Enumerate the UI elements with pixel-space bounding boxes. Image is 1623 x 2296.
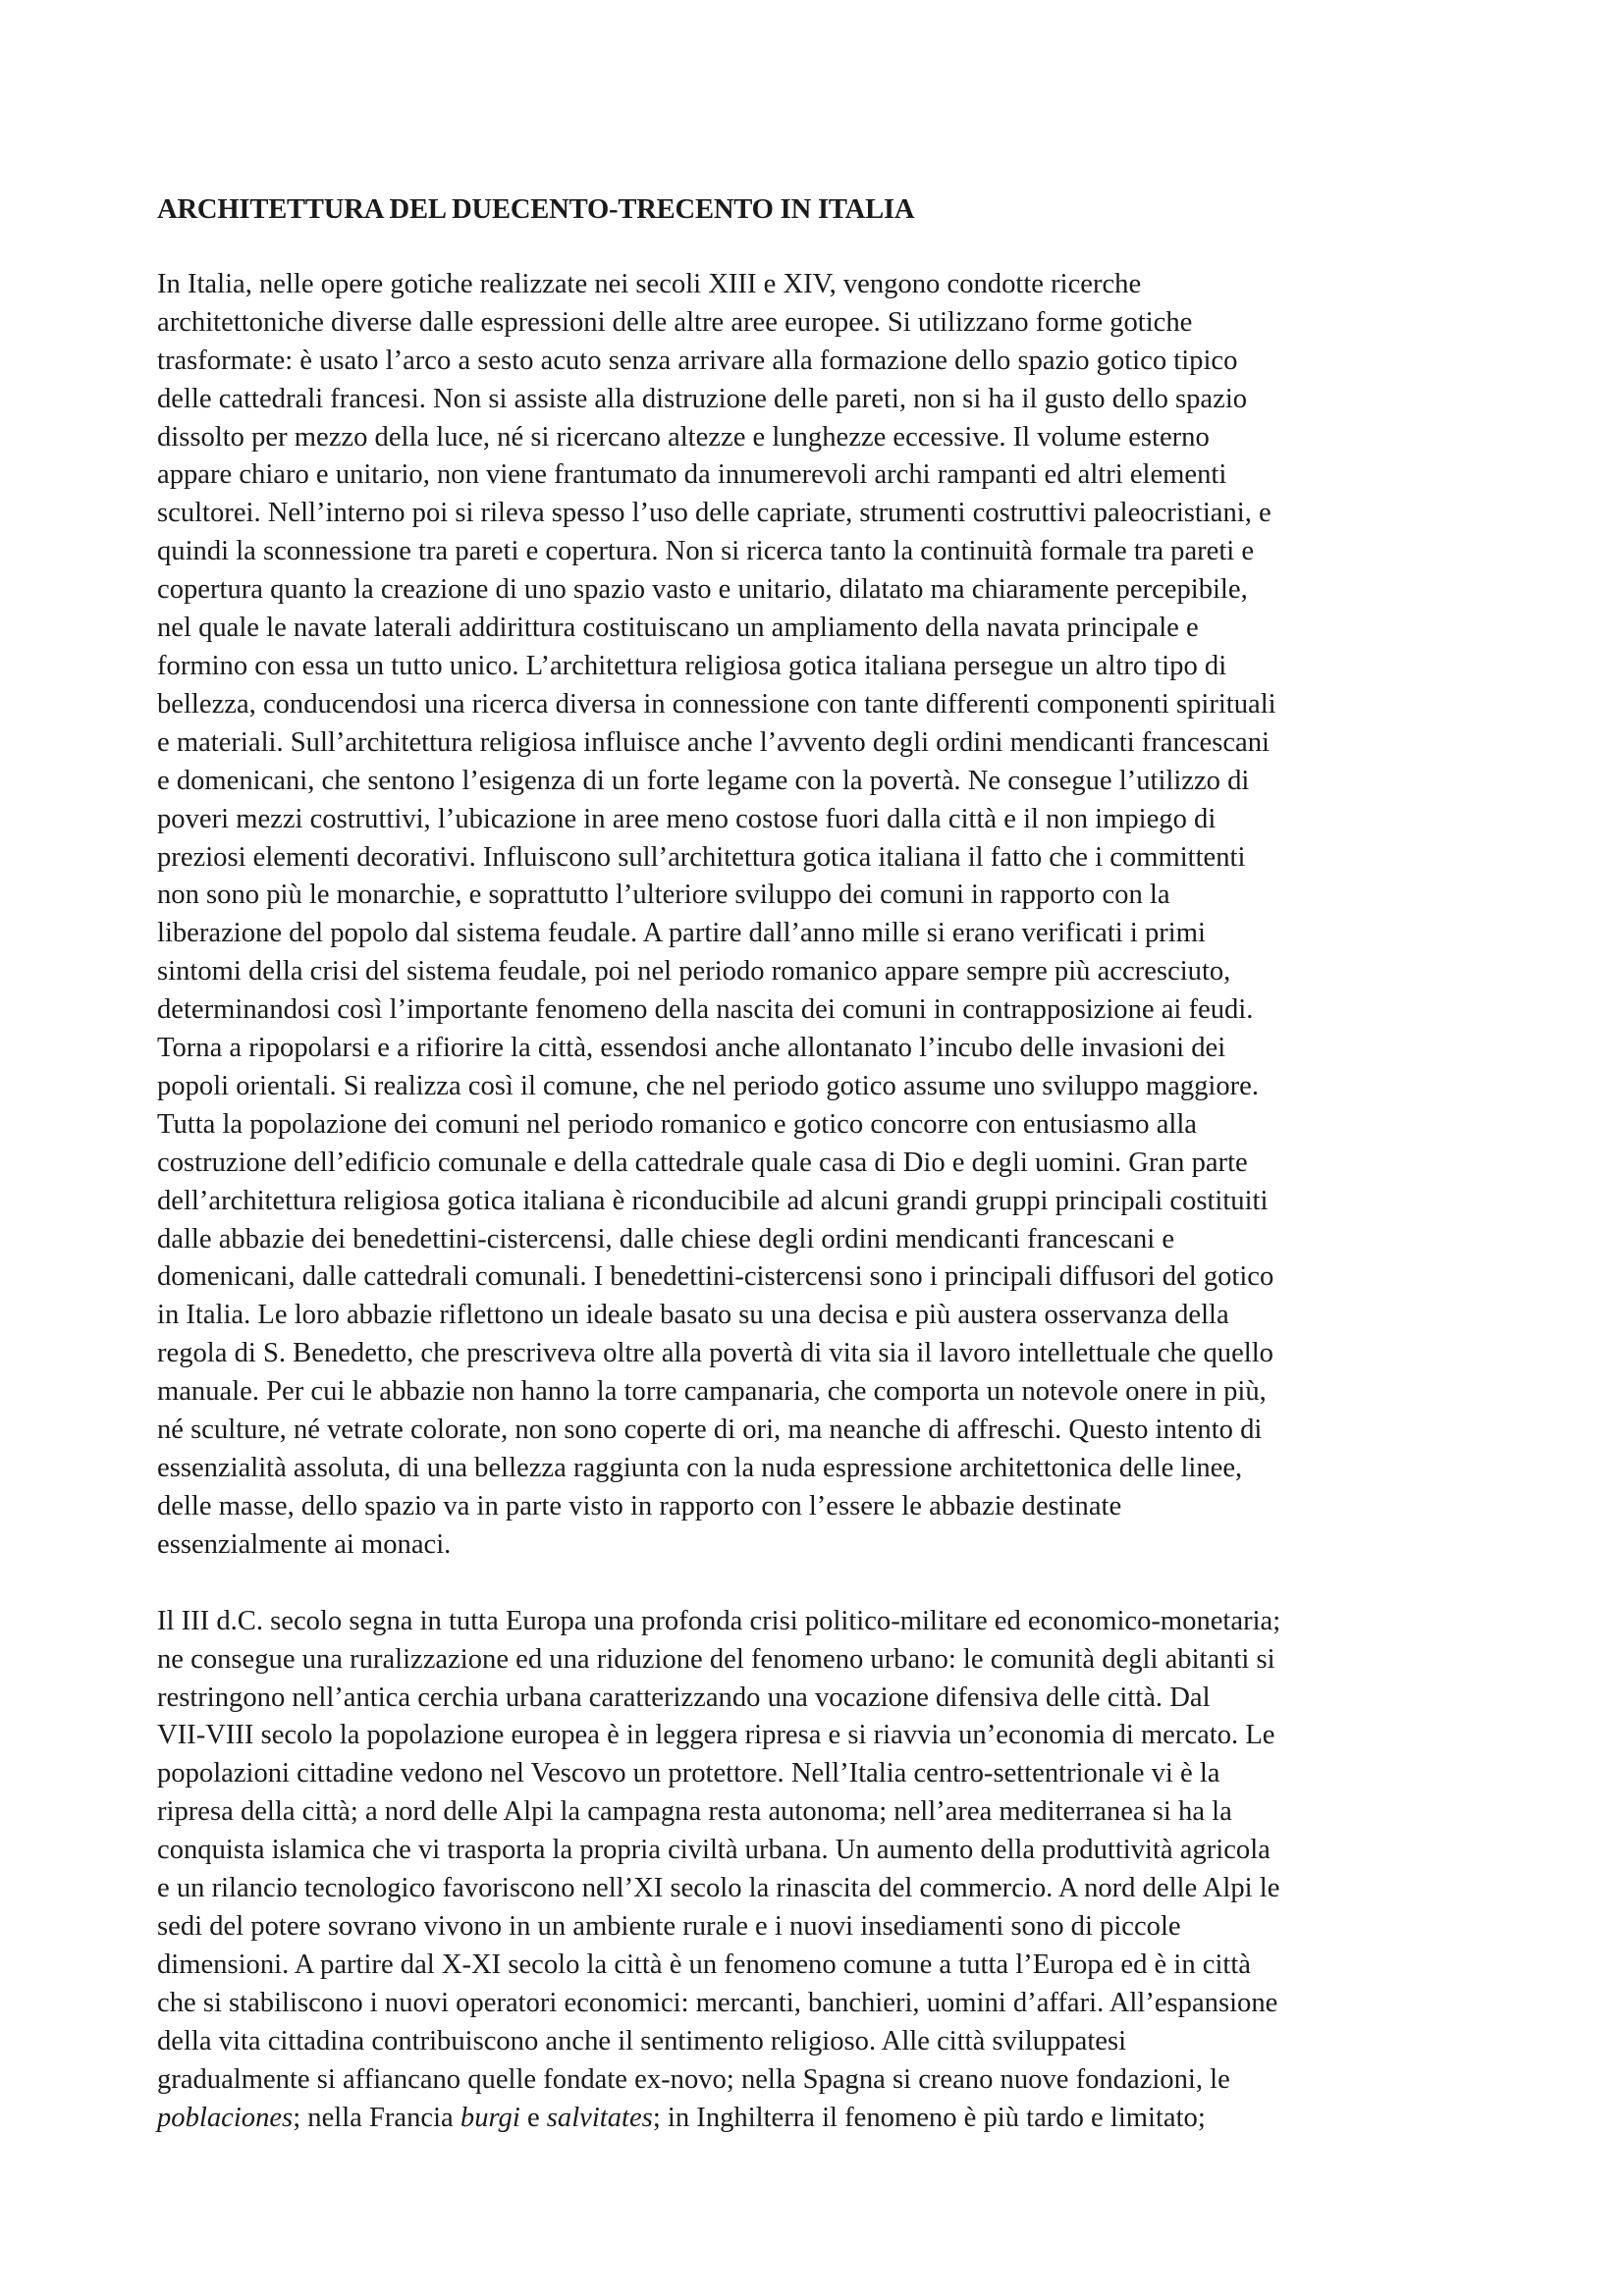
document-title: ARCHITETTURA DEL DUECENTO-TRECENTO IN ITALIA bbox=[157, 194, 915, 225]
paragraph-cities-text: Il III d.C. secolo segna in tutta Europa una profonda crisi politico-militare ed economico-monetaria; ne consegue una ruralizzazione ed una riduzione del fenomeno urbano: le comunità degli abitanti si restringono nell’antica cerchia urbana caratterizzando una vocazione difensiva delle città. Dal VII-VIII secolo la popolazione europea è in leggera ripresa e si riavvia un’economia di mercato. Le popolazioni cittadine vedono nel Vescovo un protettore. Nell’Italia centro-settentrionale vi è la ripresa della città; a nord delle Alpi la campagna resta autonoma; nell’area mediterranea si ha la conquista islamica che vi trasporta la propria civiltà urbana. Un aumento della produttività agricola e un rilancio tecnologico favoriscono nell’XI secolo la rinascita del commercio. A nord delle Alpi le sedi del potere sovrano vivono in un ambiente rurale e i nuovi insediamenti sono di piccole dimensioni. A partire dal X-XI secolo la città è un fenomeno comune a tutta l’Europa ed è in città che si stabiliscono i nuovi operatori economici: mercanti, banchieri, uomini d’affari. All’espansione della vita cittadina contribuiscono anche il sentimento religioso. Alle città sviluppatesi gradualmente si affiancano quelle fondate ex-novo; nella Spagna si creano nuove fondazioni, le bbox=[157, 1605, 1281, 2095]
term-burgi: burgi bbox=[460, 2102, 520, 2133]
paragraph-architecture: In Italia, nelle opere gotiche realizzate nei secoli XIII e XIV, vengono condotte ricerche architettoniche diverse dalle espressioni delle altre aree europee. Si utilizzano forme gotiche trasformate: è usato l’arco a sesto acuto senza arrivare alla formazione dello spazio gotico tipico delle cattedrali francesi. Non si assiste alla distruzione delle pareti, non si ha il gusto dello spazio dissolto per mezzo della luce, né si ricercano altezze e lunghezze eccessive. Il volume esterno appare chiaro e unitario, non viene frantumato da innumerevoli archi rampanti ed altri elementi scultorei. Nell’interno poi si rileva spesso l’uso delle capriate, strumenti costruttivi paleocristiani, e quindi la sconnessione tra pareti e copertura. Non si ricerca tanto la continuità formale tra pareti e copertura quanto la creazione di uno spazio vasto e unitario, dilatato ma chiaramente percepibile, nel quale le navate laterali addirittura costituiscano un ampliamento della navata principale e formino con essa un tutto unico. L’architettura religiosa gotica italiana persegue un altro tipo di bellezza, conducendosi una ricerca diversa in connessione con tante differenti componenti spirituali e materiali. Sull’architettura religiosa influisce anche l’avvento degli ordini mendicanti francescani e domenicani, che sentono l’esigenza di un forte legame con la povertà. Ne consegue l’utilizzo di poveri mezzi costruttivi, l’ubicazione in aree meno costose fuori dalla città e il non impiego di preziosi elementi decorativi. Influiscono sull’architettura gotica italiana il fatto che i committenti non sono più le monarchie, e soprattutto l’ulteriore sviluppo dei comuni in rapporto con la liberazione del popolo dal sistema feudale. A partire dall’anno mille si erano verificati i primi sintomi della crisi del sistema feudale, poi nel periodo romanico appare sempre più accresciuto, determinandosi così l’importante fenomeno della nascita dei comuni in contrapposizione ai feudi. Torna a ripopolarsi e a rifiorire la città, essendosi anche allontanato l’incubo delle invasioni dei popoli orientali. Si realizza così il comune, che nel periodo gotico assume uno sviluppo maggiore. Tutta la popolazione dei comuni nel periodo romanico e gotico concorre con entusiasmo alla costruzione dell’edificio comunale e della cattedrale quale casa di Dio e degli uomini. Gran parte dell’architettura religiosa gotica italiana è riconducibile ad alcuni grandi gruppi principali costituiti dalle abbazie dei benedettini-cistercensi, dalle chiese degli ordini mendicanti francescani e domenicani, dalle cattedrali comunali. I benedettini-cistercensi sono i principali diffusori del gotico in Italia. Le loro abbazie riflettono un ideale basato su una decisa e più austera osservanza della regola di S. Benedetto, che prescriveva oltre alla povertà di vita sia il lavoro intellettuale che quello manuale. Per cui le abbazie non hanno la torre campanaria, che comporta un notevole onere in più, né sculture, né vetrate colorate, non sono coperte di ori, ma neanche di affreschi. Questo intento di essenzialità assoluta, di una bellezza raggiunta con la nuda espressione architettonica delle linee, delle masse, dello spazio va in parte visto in rapporto con l’essere le abbazie destinate essenzialmente ai monaci. bbox=[157, 268, 1276, 1560]
paragraph-cities-text-b: e bbox=[519, 2102, 547, 2133]
paragraph-cities-text-a: ; nella Francia bbox=[293, 2102, 460, 2133]
paragraph-cities bbox=[157, 1603, 1478, 2138]
term-salvitates: salvitates bbox=[546, 2102, 653, 2133]
paragraph-cities-text-c: ; in Inghilterra il fenomeno è più tardo e limitato; bbox=[652, 2102, 1206, 2133]
document-body bbox=[157, 191, 1478, 2137]
term-poblaciones: poblaciones bbox=[157, 2102, 294, 2133]
